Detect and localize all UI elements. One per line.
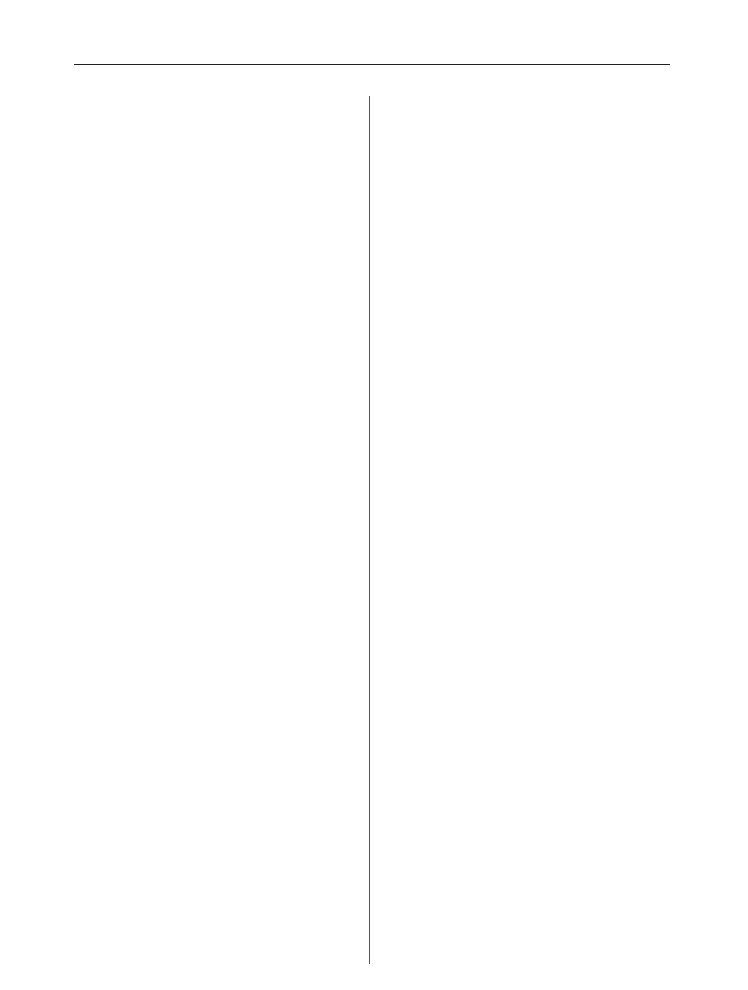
page-header: [74, 42, 670, 58]
header-rule: [74, 64, 670, 65]
column-divider: [369, 96, 370, 964]
